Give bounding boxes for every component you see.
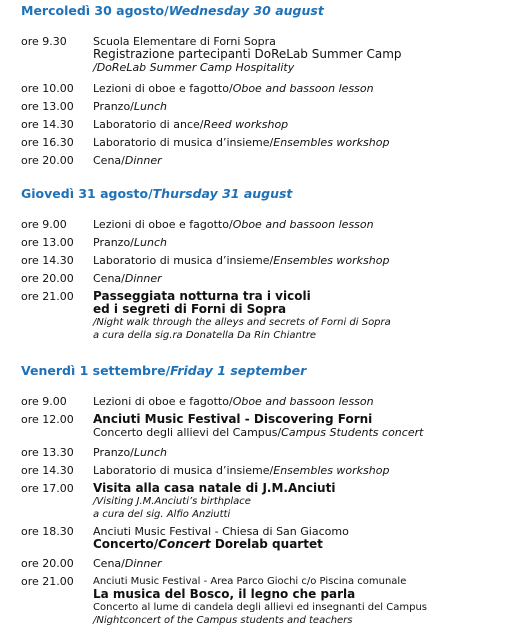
schedule-item [21, 480, 511, 523]
event-location: Anciuti Music Festival - Chiesa di San Giacomo [93, 525, 349, 538]
day-section-wednesday [21, 3, 511, 170]
event-time: ore 20.00 [21, 272, 74, 285]
event-title: La musica del Bosco, il legno che parla [93, 587, 356, 601]
event-time: ore 10.00 [21, 82, 74, 95]
schedule-item: ore 20.00 Cena/Dinner [21, 152, 511, 170]
event-time: ore 13.00 [21, 236, 74, 249]
event-location: Scuola Elementare di Forni Sopra [93, 35, 276, 48]
day-section-thursday [21, 186, 511, 342]
schedule-item [21, 411, 511, 444]
day-section-friday [21, 363, 511, 627]
schedule-item [21, 523, 511, 555]
event-time: ore 13.00 [21, 100, 74, 113]
event-time: ore 17.00 [21, 482, 74, 495]
day-title: Mercoledì 30 agosto/Wednesday 30 august [21, 3, 324, 18]
event-subtitle-en: /Nightconcert of the Campus students and teachers [93, 615, 353, 626]
event-time: ore 12.00 [21, 413, 74, 426]
schedule-item [21, 33, 511, 80]
schedule-item: ore 10.00 Lezioni di oboe e fagotto/Oboe and bassoon lesson [21, 80, 511, 98]
event-title: Passeggiata notturna tra i vicoli [93, 289, 311, 303]
event-time: ore 9.00 [21, 395, 67, 408]
event-time: ore 16.30 [21, 136, 74, 149]
schedule-item: ore 20.00 Cena/Dinner [21, 270, 511, 288]
event-location: Anciuti Music Festival - Area Parco Giochi c/o Piscina comunale [93, 576, 407, 587]
event-title-en: /Visiting J.M.Anciuti’s birthplace [93, 496, 251, 507]
event-title-cont: ed i segreti di Forni di Sopra [93, 302, 287, 316]
schedule-item [21, 288, 511, 342]
event-title: Visita alla casa natale di J.M.Anciuti [93, 481, 336, 495]
event-time: ore 20.00 [21, 154, 74, 167]
event-time: ore 9.30 [21, 35, 67, 48]
event-host: a cura della sig.ra Donatella Da Rin Chiantre [93, 330, 317, 341]
schedule-item: ore 13.30 Pranzo/Lunch [21, 444, 511, 462]
schedule-item: ore 9.00 Lezioni di oboe e fagotto/Oboe and bassoon lesson [21, 393, 511, 411]
event-title-en: /DoReLab Summer Camp Hospitality [93, 61, 295, 74]
event-title-en: /Night walk through the alleys and secrets of Forni di Sopra [93, 317, 391, 328]
event-time: ore 14.30 [21, 254, 74, 267]
event-subtitle: Concerto degli allievi del Campus/Campus Students concert [93, 426, 424, 439]
event-subtitle: Concerto al lume di candela degli allievi ed insegnanti del Campus [93, 602, 428, 613]
event-host: a cura del sig. Alfio Anziutti [93, 509, 231, 520]
schedule-item: ore 14.30 Laboratorio di musica d’insieme/Ensembles workshop [21, 252, 511, 270]
event-time: ore 20.00 [21, 557, 74, 570]
schedule-item [21, 573, 511, 627]
day-title: Venerdì 1 settembre/Friday 1 september [21, 363, 307, 378]
schedule-item: ore 14.30 Laboratorio di musica d’insieme/Ensembles workshop [21, 462, 511, 480]
event-time: ore 18.30 [21, 525, 74, 538]
event-title: Anciuti Music Festival - Discovering Forni [93, 412, 373, 426]
event-title: Concerto/Concert Dorelab quartet [93, 537, 323, 551]
event-time: ore 21.00 [21, 290, 74, 303]
schedule-item: ore 14.30 Laboratorio di ance/Reed workshop [21, 116, 511, 134]
schedule-item: ore 9.00 Lezioni di oboe e fagotto/Oboe and bassoon lesson [21, 216, 511, 234]
schedule-item: ore 16.30 Laboratorio di musica d’insieme/Ensembles workshop [21, 134, 511, 152]
schedule-item: ore 13.00 Pranzo/Lunch [21, 234, 511, 252]
event-time: ore 21.00 [21, 575, 74, 588]
event-time: ore 14.30 [21, 118, 74, 131]
schedule-item: ore 13.00 Pranzo/Lunch [21, 98, 511, 116]
event-title: Registrazione partecipanti DoReLab Summer Camp [93, 47, 402, 61]
schedule-item: ore 20.00 Cena/Dinner [21, 555, 511, 573]
event-time: ore 9.00 [21, 218, 67, 231]
event-time: ore 13.30 [21, 446, 74, 459]
day-title: Giovedì 31 agosto/Thursday 31 august [21, 186, 293, 201]
event-time: ore 14.30 [21, 464, 74, 477]
